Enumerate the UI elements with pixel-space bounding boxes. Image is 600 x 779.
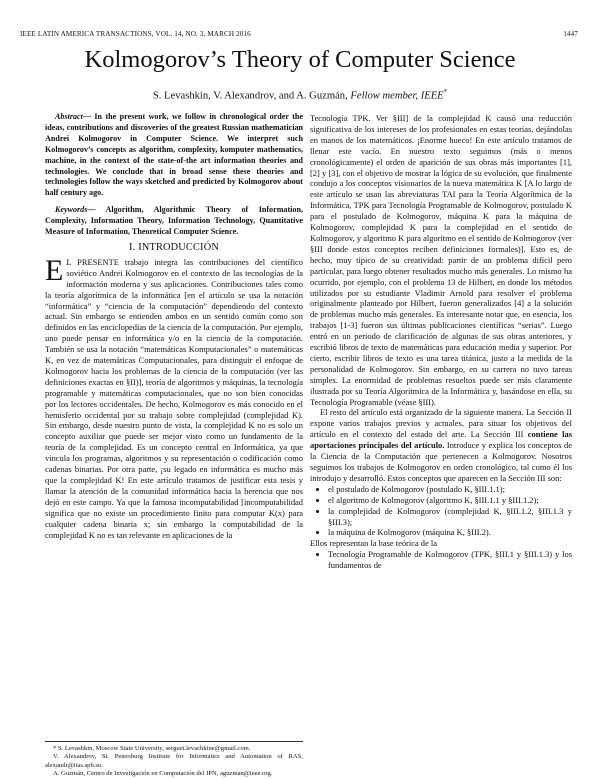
running-header xyxy=(20,30,578,38)
introduction-paragraph xyxy=(45,253,303,541)
list-item: • el algoritmo de Kolmogorov (algoritmo K, §III.1.1 y §III.1.2); xyxy=(328,495,572,506)
page-number: 1447 xyxy=(563,30,578,38)
right-paragraph-3: Ellos representan la base teórica de la xyxy=(310,538,437,549)
author-role: Fellow member, IEEE xyxy=(350,90,444,102)
list-item: • la complejidad de Kolmogorov (complejidad K, §III.1.2, §III.1.3 y §III.3); xyxy=(328,506,572,528)
right-column xyxy=(310,113,572,571)
author-line xyxy=(0,88,600,102)
p2-part-a: El resto del artículo está organizado de la siguiente manera. La Sección II expone varios trabajos previos y actuales, para situar los objetivos del artículo en el contexto del estado del arte. La Sección III xyxy=(310,407,572,440)
intro-body: trabajo integra las contribuciones del científico soviético Andrei Kolmogorov en el contexto de las tecnologías de la información moderna y sus aplicaciones. Contribuciones tales como la teoría algorítmica de la informática [en el artículo se usa la notación “informática” y “ciencia de la computación” dependiendo del contexto actual. Sin embargo se entienden ambos en un sentido común como son definidos en las enciclopedias de la ciencia de la computación. Por ejemplo, uno puede pensar en informática y/o en la ciencia de la computación. También se usa la notación “matemáticas Komputacionales” o matemáticas K, en vez de matemáticas Computacionales, para distinguir el enfoque de Kolmogorov hacia los problemas de la ciencia de la computación (ver las definiciones exactas en §II)], teoría de algoritmos y máquinas, la tecnología programable y matemáticas computacionales, que no son bien conocidas por los lectores occidentales. De hecho, Kolmogorov es más conocido en el hemisferio occidental por su trabajo sobre complejidad (complejidad K). Sin embargo, desde nuestro punto de vista, la complejidad K no es solo un concepto auxiliar que puede ser mejor visto como un fundamento de la teoría de la complejidad. Es un concepto central en Informática, ya que vincula los programas, algoritmos y su representación o codificación como cadenas binarias. Por otra parte, ¡su legado en informática es mucho más que la complejidad K! En este artículo tratamos de justificar esta tesis y llamar la atención de la comunidad informática hacia la herencia que nos dejó en este campo. Ya que la famosa incomputabilidad [incomputabilidad significa que no existe un procedimiento finito para computar K(x) para cualquier cadena binaria x; sin embargo la computabilidad de la complejidad K no es tan relevante en aplicaciones de la xyxy=(45,256,303,540)
intro-lead: L PRESENTE xyxy=(66,256,119,267)
footnote-3: A. Guzmán, Centro de Investigación en Computación del IPN, aguzman@ieee.org. xyxy=(53,770,273,778)
left-column xyxy=(45,112,303,540)
footnotes xyxy=(45,741,303,779)
abstract-label: Abstract xyxy=(55,112,83,121)
list-item: • el postulado de Kolmogorov (postulado K, §III.1.1); xyxy=(328,484,572,495)
journal-name: IEEE LATIN AMERICA TRANSACTIONS, VOL. 14, NO. 3, MARCH 2016 xyxy=(20,30,251,38)
abstract xyxy=(45,112,303,199)
concept-list-2 xyxy=(310,549,572,571)
right-paragraph-2 xyxy=(310,407,572,483)
keywords-label: Keywords xyxy=(55,205,88,215)
author-footnote-mark: * xyxy=(443,88,448,96)
list-item: • la máquina de Kolmogorov (máquina K, §III.2). xyxy=(328,527,572,538)
keywords-text: — Algorithm, Algorithmic Theory of Information, Complexity, Information Theory, Information Technology, Quantitative Measure of Information, Theoretical Computer Science. xyxy=(45,205,303,237)
section-heading: I. INTRODUCCIÓN xyxy=(129,241,219,253)
footnote-2: V. Alexandrov, St. Petersburg Institute for Informatics and Automation of RAS, alexandr@iias.spb.su. xyxy=(45,753,303,769)
right-paragraph-1: Tecnología TPK. Ver §III] de la complejidad K causó una reducción significativa de los intereses de los profesionales en estas teorías, dejándolas en manos de los matemáticos. ¡Enorme hueco! En este artículo tratamos de llenar este vacío. En nuestro texto seguimos (más o menos cronológicamente) el orden de aparición de sus obras más importantes [1], [2] y [3], con el objetivo de mostrar la lógica de su evolución, que finalmente condujo a los conceptos visionarios de la nueva matemática K [A lo largo de este artículo se usan las abreviaturas TAI para la Teoría Algorítmica de la Informática, TPK para Tecnología Programable de Kolmogorov, postulado K para el postulado de Kolmogorov, máquina K para la máquina de Kolmogorov, complejidad K para la complejidad en el sentido de Kolmogorov, y algoritmo K para algoritmo en el sentido de Kolmogorov (ver §III donde estos conceptos reciben definiciones formales)]. Esto es, de hecho, muy típico de su creatividad: partir de un problema difícil pero particular, para luego obtener resultados mucho más generales. Lo mismo ha ocurrido, por ejemplo, con el problema 13 de Hilbert, en donde los métodos utilizados por su estudiante Vladimir Arnold para resolver el problema originalmente planteado por Hilbert, fueron generalizados [4] a la solución de problemas mucho más generales. Es interesante notar que, en esencia, los trabajos [1-3] fueron sus últimas publicaciones científicas “serias”. Luego entró en un periodo de clarificación de algunas de sus obras anteriores, y escribió libros de texto de matemáticas para educación media y superior. Por cierto, escribir libros de texto es una tarea titánica, justo a la medida de la personalidad de Kolmogorov. Sin embargo, en su carrera no tuvo tareas simples. La enormidad de problemas resueltos puede ser más claramente ilustrada por su Teoría Algorítmica de la Informática y, basándose en ella, su Tecnología Programable (véase §III). xyxy=(310,113,572,407)
paper-title: Kolmogorov’s Theory of Computer Science xyxy=(84,46,516,73)
drop-cap: E xyxy=(45,253,64,287)
p2-bold: contiene las aportaciones principales del artículo. xyxy=(310,429,572,451)
list-item: • Tecnología Programable de Kolmogorov (TPK, §III.1 y §III.1.3) y los fundamentos de xyxy=(328,549,572,571)
abstract-text: — In the present work, we follow in chronological order the ideas, contributions and discoveries of the greatest Russian mathematician Andrei Kolmogorov in Computer Science. We interpret such Kolmogorov’s concepts as algorithm, complexity, komputer mathematics, machine, in the context of the state-of-the art information theories and technologies. We conclude that in broad sense these theories and technologies follow the ways sketched and predicted by Kolmogorov about half century ago. xyxy=(45,112,303,198)
p2-part-b: Introduce y explica los conceptos de la Ciencia de la Computación que pertenecen a Kolmogorov. Nosotros seguimos los trabajos de Kolmogorov en orden cronológico, tal como él los introdujo y desarrolló. Estos conceptos que aparecen en la Sección III son: xyxy=(310,440,572,483)
author-names: S. Levashkin, V. Alexandrov, and A. Guzmán, xyxy=(152,90,348,102)
keywords xyxy=(45,205,303,238)
footnote-1: * S. Levashkin, Moscow State University, sergueï.levachkine@gmail.com. xyxy=(53,745,251,752)
concept-list xyxy=(310,484,572,539)
